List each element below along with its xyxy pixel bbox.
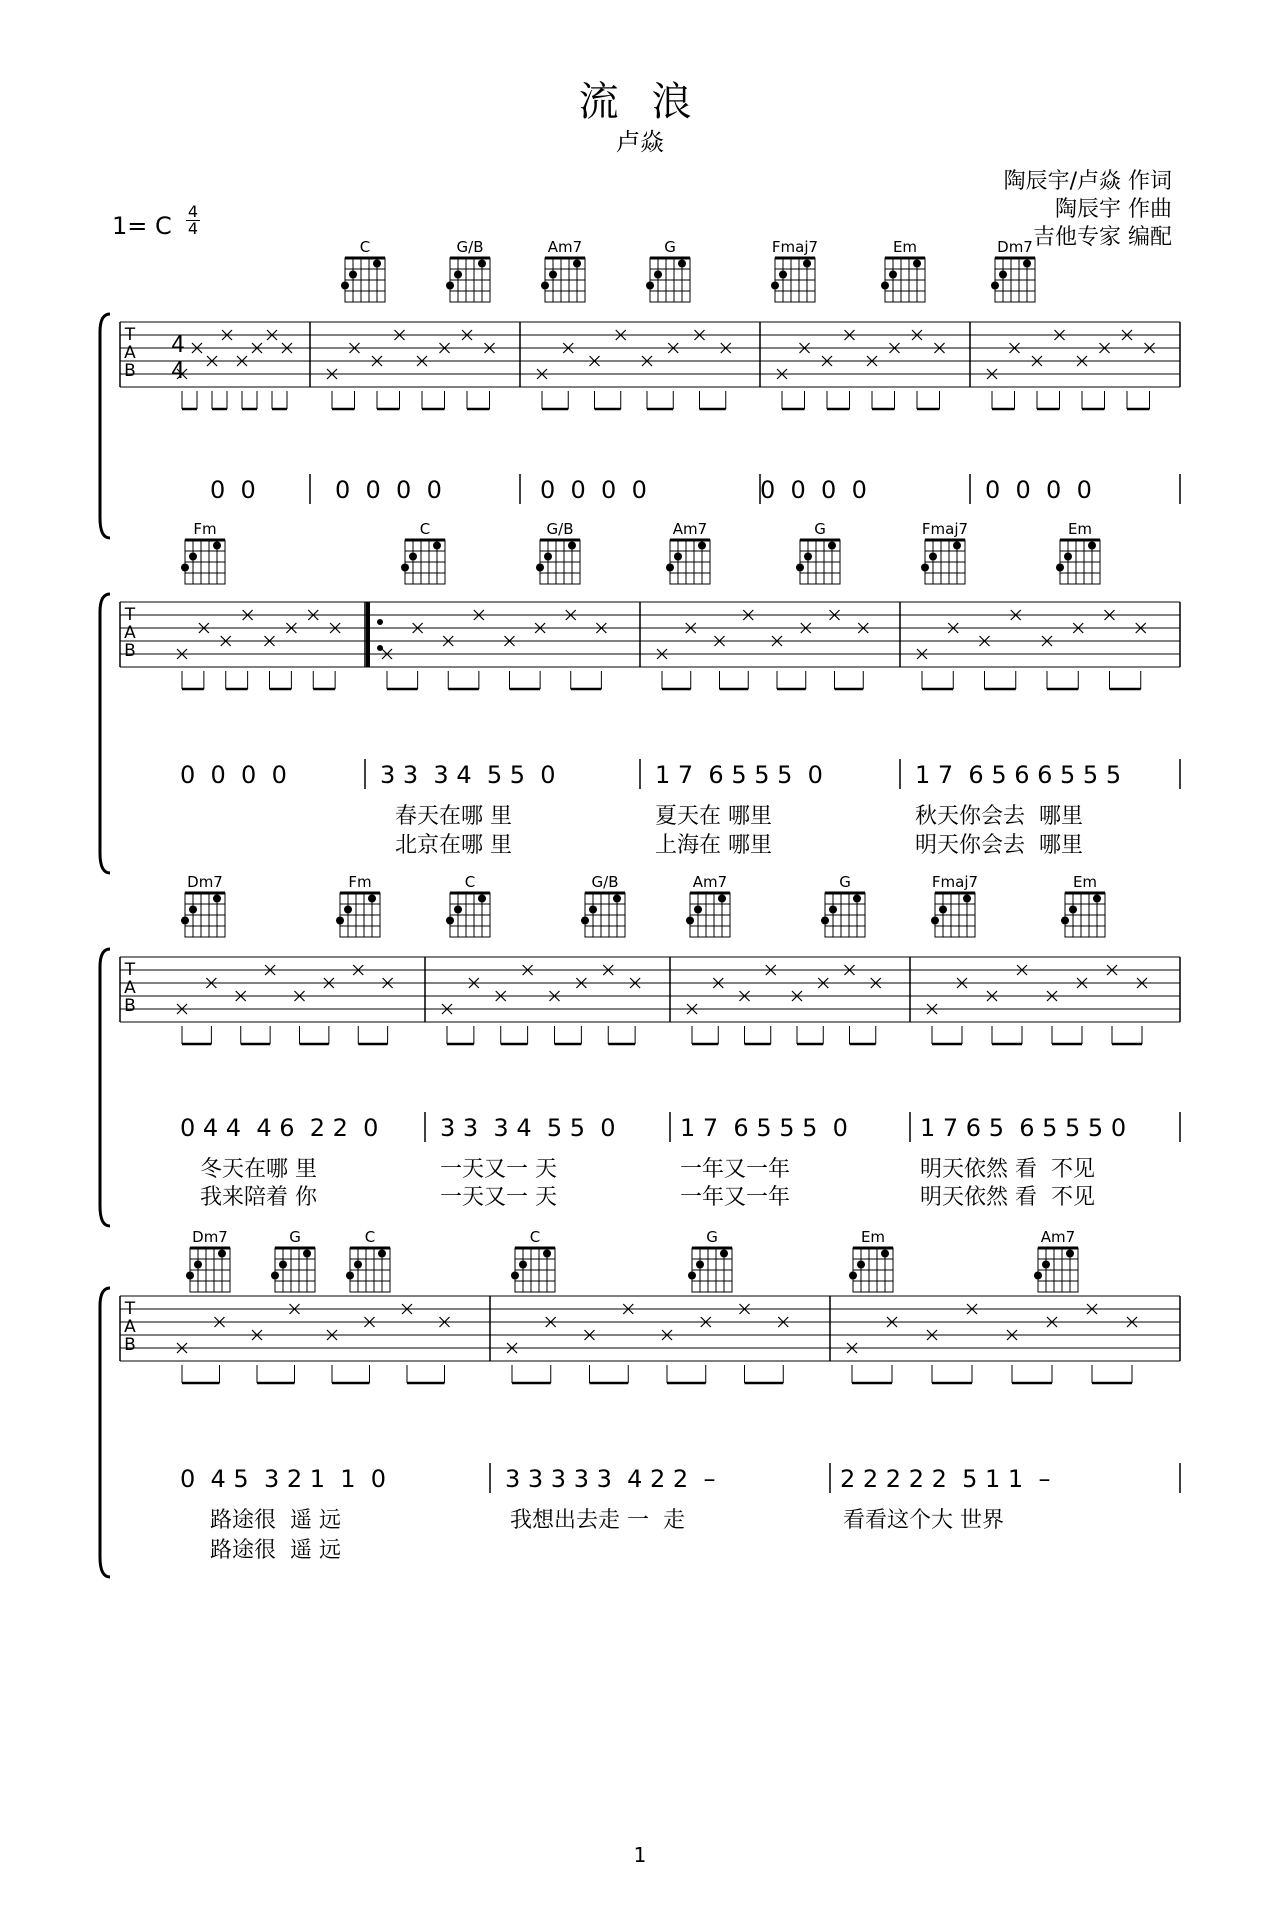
finger-dot	[303, 1250, 311, 1258]
chord-name: Fmaj7	[771, 238, 819, 256]
finger-dot	[581, 917, 589, 925]
chord-name: Em	[1072, 873, 1098, 891]
finger-dot	[541, 282, 549, 290]
finger-dot	[568, 542, 576, 550]
chord-name: G/B	[546, 520, 574, 538]
finger-dot	[654, 271, 662, 279]
finger-dot	[446, 917, 454, 925]
chord-diagram	[446, 238, 490, 302]
tab-clef: B	[124, 1335, 136, 1355]
finger-dot	[573, 260, 581, 268]
finger-dot	[378, 1250, 386, 1258]
finger-dot	[821, 917, 829, 925]
chord-name: Am7	[672, 520, 708, 538]
credit-music: 陶辰宇 作曲	[1055, 197, 1172, 222]
finger-dot	[939, 906, 947, 914]
finger-dot	[271, 1272, 279, 1280]
finger-dot	[189, 553, 197, 561]
chord-name: Dm7	[187, 873, 223, 891]
finger-dot	[1042, 1261, 1050, 1269]
tab-clef: T	[124, 1299, 136, 1319]
finger-dot	[674, 553, 682, 561]
chord-name: Em	[892, 238, 918, 256]
chord-diagram	[536, 520, 580, 584]
finger-dot	[409, 553, 417, 561]
chord-name: G/B	[456, 238, 484, 256]
chord-diagram	[581, 873, 625, 937]
notation-measure: 3 3 3 4 5 5 0	[440, 1114, 616, 1142]
lyric-line-1: 冬天在哪 里	[200, 1157, 317, 1182]
finger-dot	[181, 917, 189, 925]
lyric-line-1: 我想出去走 一 走	[510, 1508, 685, 1533]
lyric-line-1: 春天在哪 里	[395, 804, 512, 829]
notation-measure: 0 0 0 0	[985, 476, 1092, 504]
finger-dot	[829, 906, 837, 914]
chord-diagram	[181, 873, 225, 937]
finger-dot	[779, 271, 787, 279]
finger-dot	[688, 1272, 696, 1280]
lyric-line-2: 上海在 哪里	[655, 833, 772, 858]
notation-measure: 3 3 3 3 3 4 2 2 –	[505, 1465, 716, 1493]
finger-dot	[401, 564, 409, 572]
notation-measure: 0 4 5 3 2 1 1 0	[180, 1465, 387, 1493]
chord-diagram	[931, 873, 978, 937]
notation-measure: 3 3 3 4 5 5 0	[380, 761, 556, 789]
lyric-line-1: 秋天你会去 哪里	[915, 804, 1083, 829]
system-bracket	[100, 594, 110, 873]
chord-name: Fm	[193, 520, 217, 538]
lyric-line-1: 明天依然 看 不见	[920, 1157, 1095, 1182]
finger-dot	[446, 282, 454, 290]
chord-name: G	[706, 1228, 718, 1246]
lyric-line-1: 一天又一 天	[440, 1157, 557, 1182]
finger-dot	[549, 271, 557, 279]
lyric-line-1: 夏天在 哪里	[655, 804, 772, 829]
finger-dot	[696, 1261, 704, 1269]
finger-dot	[336, 917, 344, 925]
chord-diagram	[771, 238, 818, 302]
finger-dot	[218, 1250, 226, 1258]
lyric-line-1: 一年又一年	[680, 1157, 791, 1182]
system-bracket	[100, 314, 110, 538]
finger-dot	[1093, 895, 1101, 903]
finger-dot	[346, 1272, 354, 1280]
finger-dot	[963, 895, 971, 903]
credit-lyrics: 陶辰宇/卢焱 作词	[1003, 169, 1172, 194]
finger-dot	[853, 895, 861, 903]
notation-measure: 2 2 2 2 2 5 1 1 –	[840, 1465, 1051, 1493]
repeat-dot	[377, 619, 383, 625]
finger-dot	[921, 564, 929, 572]
finger-dot	[953, 542, 961, 550]
artist-name: 卢焱	[616, 128, 664, 156]
chord-name: C	[419, 520, 431, 538]
finger-dot	[913, 260, 921, 268]
chord-diagram	[666, 520, 710, 584]
tab-clef: T	[124, 325, 136, 345]
tab-clef: B	[124, 641, 136, 661]
lyric-line-2: 我来陪着 你	[200, 1185, 317, 1210]
finger-dot	[536, 564, 544, 572]
lyric-line-2: 明天你会去 哪里	[915, 833, 1083, 858]
finger-dot	[849, 1272, 857, 1280]
finger-dot	[433, 542, 441, 550]
finger-dot	[646, 282, 654, 290]
finger-dot	[881, 282, 889, 290]
finger-dot	[694, 906, 702, 914]
chord-name: G	[814, 520, 826, 538]
tab-time-signature: 4	[171, 359, 185, 384]
chord-diagram	[821, 873, 865, 937]
chord-diagram	[541, 238, 585, 302]
lyric-line-2: 明天依然 看 不见	[920, 1185, 1095, 1210]
lyric-line-2: 北京在哪 里	[395, 833, 512, 858]
lyric-line-2: 一天又一 天	[440, 1185, 557, 1210]
finger-dot	[828, 542, 836, 550]
finger-dot	[889, 271, 897, 279]
finger-dot	[544, 553, 552, 561]
finger-dot	[686, 917, 694, 925]
chord-name: Fmaj7	[921, 520, 969, 538]
tab-clef: A	[124, 623, 136, 643]
finger-dot	[279, 1261, 287, 1269]
chord-name: Am7	[547, 238, 583, 256]
chord-name: Am7	[692, 873, 728, 891]
finger-dot	[454, 906, 462, 914]
notation-measure: 0 0 0 0	[180, 761, 287, 789]
chord-name: C	[464, 873, 476, 891]
chord-diagram	[271, 1228, 315, 1292]
notation-measure: 0 0 0 0	[335, 476, 442, 504]
finger-dot	[718, 895, 726, 903]
finger-dot	[543, 1250, 551, 1258]
chord-diagram	[646, 238, 690, 302]
tab-clef: A	[124, 1317, 136, 1337]
lyric-line-1: 路途很 遥 远	[210, 1508, 341, 1533]
finger-dot	[796, 564, 804, 572]
chord-diagram	[336, 873, 380, 937]
chord-name: G	[664, 238, 676, 256]
chord-name: Am7	[1040, 1228, 1076, 1246]
chord-name: Dm7	[192, 1228, 228, 1246]
finger-dot	[344, 906, 352, 914]
chord-name: C	[529, 1228, 541, 1246]
finger-dot	[589, 906, 597, 914]
finger-dot	[881, 1250, 889, 1258]
finger-dot	[803, 260, 811, 268]
lyric-line-2: 一年又一年	[680, 1185, 791, 1210]
lyric-line-1: 看看这个大 世界	[843, 1508, 1004, 1533]
repeat-dot	[377, 645, 383, 651]
notation-measure: 0 0	[210, 476, 256, 504]
chord-name: Dm7	[997, 238, 1033, 256]
tab-clef: A	[124, 343, 136, 363]
finger-dot	[349, 271, 357, 279]
chord-diagram	[688, 1228, 732, 1292]
notation-measure: 1 7 6 5 6 5 5 5 0	[920, 1114, 1127, 1142]
notation-measure: 0 0 0 0	[760, 476, 867, 504]
page-number: 1	[633, 1843, 647, 1867]
finger-dot	[1023, 260, 1031, 268]
tab-clef: T	[124, 960, 136, 980]
chord-name: G/B	[591, 873, 619, 891]
tab-clef: B	[124, 996, 136, 1016]
finger-dot	[929, 553, 937, 561]
finger-dot	[1056, 564, 1064, 572]
notation-measure: 1 7 6 5 5 5 0	[680, 1114, 848, 1142]
time-bottom: 4	[187, 219, 199, 238]
finger-dot	[991, 282, 999, 290]
chord-name: Fmaj7	[931, 873, 979, 891]
finger-dot	[999, 271, 1007, 279]
finger-dot	[354, 1261, 362, 1269]
tab-clef: A	[124, 978, 136, 998]
chord-diagram	[686, 873, 730, 937]
chord-name: Em	[860, 1228, 886, 1246]
finger-dot	[804, 553, 812, 561]
chord-diagram	[511, 1228, 555, 1292]
chord-name: G	[289, 1228, 301, 1246]
time-top: 4	[187, 202, 199, 221]
chord-diagram	[881, 238, 925, 302]
finger-dot	[368, 895, 376, 903]
chord-diagram	[446, 873, 490, 937]
chord-diagram	[921, 520, 968, 584]
finger-dot	[678, 260, 686, 268]
finger-dot	[478, 895, 486, 903]
finger-dot	[771, 282, 779, 290]
system-bracket	[100, 1288, 110, 1577]
finger-dot	[213, 895, 221, 903]
song-title: 流 浪	[578, 79, 702, 125]
finger-dot	[511, 1272, 519, 1280]
system-bracket	[100, 949, 110, 1226]
tab-clef: T	[124, 605, 136, 625]
notation-measure: 0 0 0 0	[540, 476, 647, 504]
chord-diagram	[1056, 520, 1100, 584]
finger-dot	[666, 564, 674, 572]
tab-clef: B	[124, 361, 136, 381]
finger-dot	[519, 1261, 527, 1269]
lyric-line-2: 路途很 遥 远	[210, 1538, 341, 1563]
finger-dot	[189, 906, 197, 914]
chord-diagram	[796, 520, 840, 584]
notation-measure: 1 7 6 5 6 6 5 5 5	[915, 761, 1122, 789]
finger-dot	[1064, 553, 1072, 561]
chord-name: C	[364, 1228, 376, 1246]
finger-dot	[341, 282, 349, 290]
finger-dot	[1034, 1272, 1042, 1280]
finger-dot	[213, 542, 221, 550]
chord-diagram	[991, 238, 1035, 302]
finger-dot	[1061, 917, 1069, 925]
key-signature: 1= C	[112, 212, 172, 240]
finger-dot	[698, 542, 706, 550]
chord-diagram	[346, 1228, 390, 1292]
finger-dot	[857, 1261, 865, 1269]
finger-dot	[720, 1250, 728, 1258]
chord-diagram	[849, 1228, 893, 1292]
finger-dot	[373, 260, 381, 268]
finger-dot	[181, 564, 189, 572]
finger-dot	[478, 260, 486, 268]
notation-measure: 1 7 6 5 5 5 0	[655, 761, 823, 789]
chord-name: Fm	[348, 873, 372, 891]
finger-dot	[186, 1272, 194, 1280]
finger-dot	[931, 917, 939, 925]
tab-time-signature: 4	[171, 333, 185, 358]
credit-arrange: 吉他专家 编配	[1033, 225, 1172, 250]
chord-name: C	[359, 238, 371, 256]
chord-diagram	[341, 238, 385, 302]
chord-diagram	[1034, 1228, 1078, 1292]
finger-dot	[1066, 1250, 1074, 1258]
chord-diagram	[186, 1228, 230, 1292]
chord-diagram	[401, 520, 445, 584]
finger-dot	[194, 1261, 202, 1269]
chord-name: Em	[1067, 520, 1093, 538]
finger-dot	[1088, 542, 1096, 550]
finger-dot	[454, 271, 462, 279]
notation-measure: 0 4 4 4 6 2 2 0	[180, 1114, 379, 1142]
chord-diagram	[1061, 873, 1105, 937]
chord-name: G	[839, 873, 851, 891]
finger-dot	[613, 895, 621, 903]
finger-dot	[1069, 906, 1077, 914]
chord-diagram	[181, 520, 225, 584]
